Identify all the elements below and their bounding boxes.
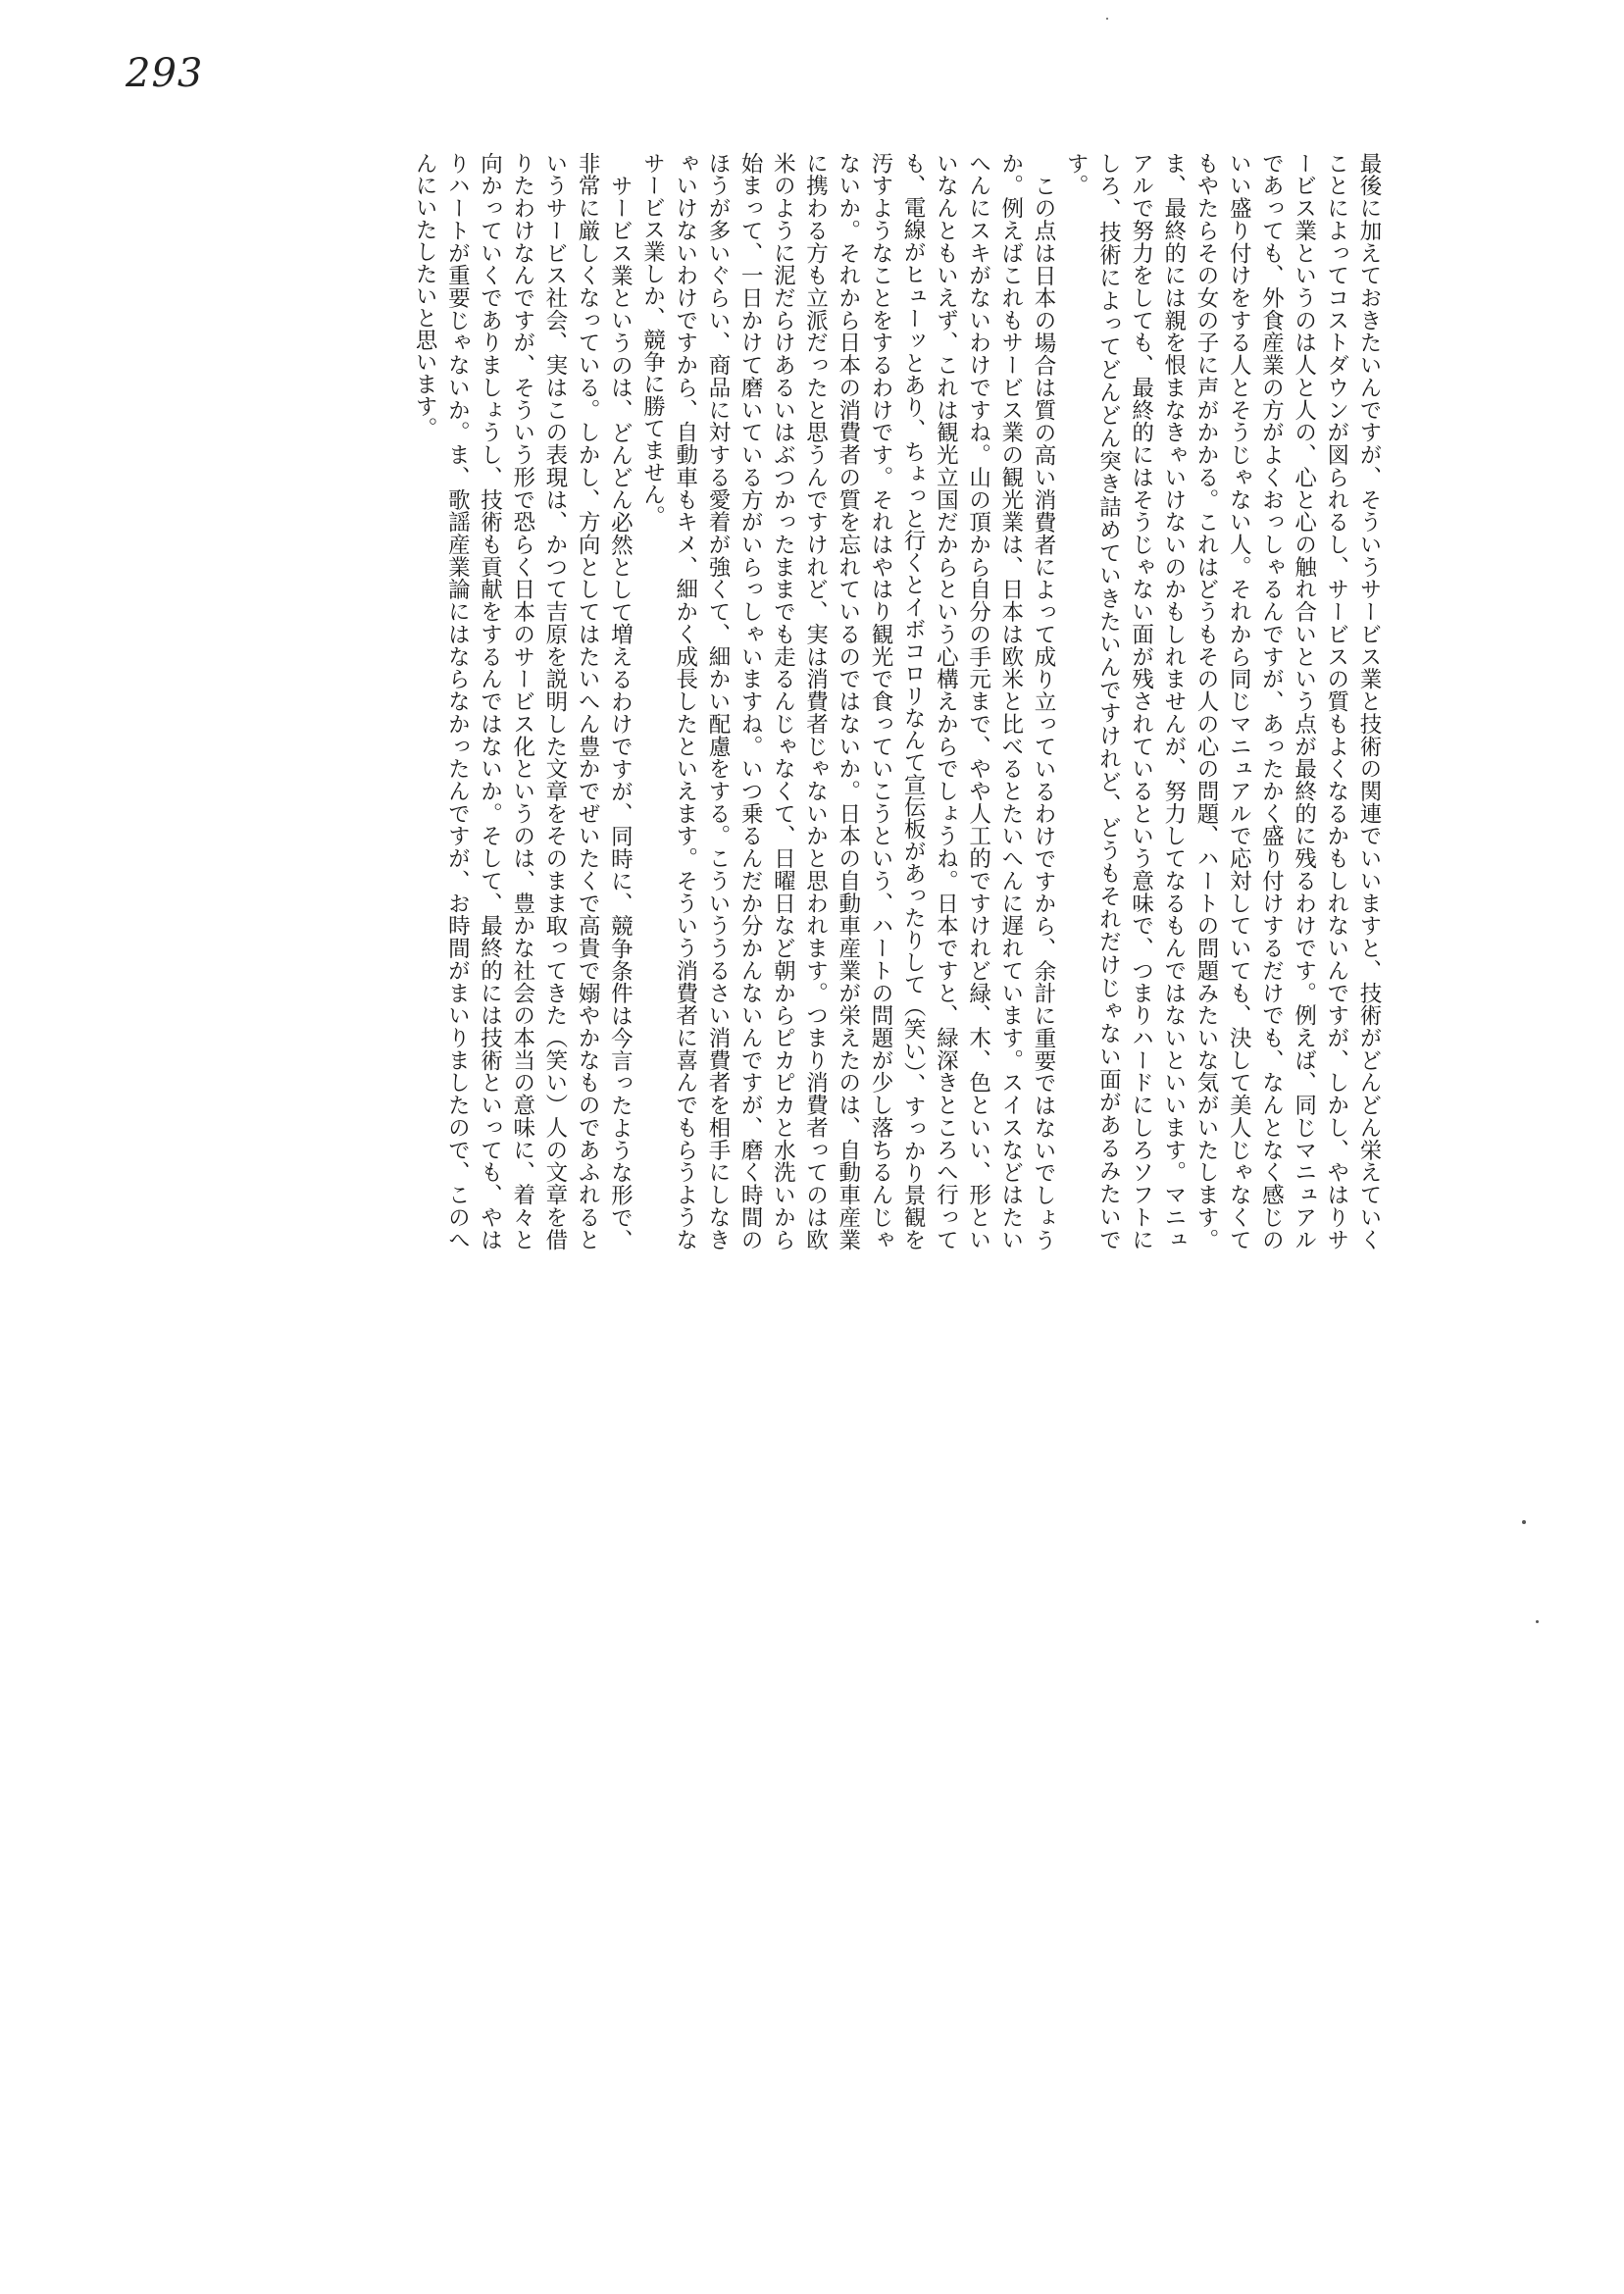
page-number: 293: [126, 51, 204, 96]
scan-speck: [1106, 18, 1108, 20]
vertical-text-body: [90, 152, 1385, 1250]
paragraph-3: サービス業というのは、どんどん必然として増えるわけですが、同時に、競争条件は今言ったような形で、非常に厳しくなっている。しかし、方向としてはたいへん豊かでぜいたくで高貴で嫋やかなものであふれるというサービス社会、実はこの表現は、かつて吉原を説明した文章をそのまま取ってきた（笑い）人の文章を借りたわけなんですが、そういう形で恐らく日本のサービス化というのは、豊かな社会の本当の意味に、着々と向かっていくでありましょうし、技術も貢献をするんではないか。そして、最終的には技術といっても、やはりハートが重要じゃないか。ま、歌謡産業論にはならなかったんですが、お時間がまいりましたので、このへんにいたしたいと思います。: [412, 152, 634, 1250]
scan-speck: [1522, 1520, 1526, 1524]
scan-speck: [1536, 1620, 1539, 1623]
paragraph-2: この点は日本の場合は質の高い消費者によって成り立っているわけですから、余計に重要ではないでしょうか。例えばこれもサービス業の観光業は、日本は欧米と比べるとたいへんに遅れています。スイスなどはたいへんにスキがないわけですね。山の頂から自分の手元まで、やや人工的ですけれど緑、木、色といい、形といいなんともいえず、これは観光立国だからという心構えからでしょうね。日本ですと、緑深きところへ行っても、電線がヒューッとあり、ちょっと行くとイボコロリなんて宣伝板があったりして（笑い）、すっかり景観を汚すようなことをするわけです。それはやはり観光で食っていこうという、ハートの問題が少し落ちるんじゃないか。それから日本の消費者の質を忘れているのではないか。日本の自動車産業が栄えたのは、自動車産業に携わる方も立派だったと思うんですけれど、実は消費者じゃないかと思われます。つまり消費者ってのは欧米のように泥だらけあるいはぶつかったままでも走るんじゃなくて、日曜日など朝からピカピカと水洗いから始まって、一日かけて磨いている方がいらっしゃいますね。いつ乗るんだか分かんないんですが、磨く時間のほうが多いぐらい、商品に対する愛着が強くて、細かい配慮をする。こういううるさい消費者を相手にしなきゃいけないわけですから、自動車もキメ、細かく成長したといえます。そういう消費者に喜んでもらうようなサービス業しか、競争に勝てません。: [639, 152, 1056, 1251]
paragraph-1: 最後に加えておきたいんですが、そういうサービス業と技術の関連でいいますと、技術がどんどん栄えていくことによってコストダウンが図られるし、サービスの質もよくなるかもしれないんですが、しかし、やはりサービス業というのは人と人の、心と心の触れ合いという点が最終的に残るわけです。例えば、同じマニュアルであっても、外食産業の方がよくおっしゃるんですが、あったかく盛り付けするだけでも、なんとなく感じのいい盛り付けをする人とそうじゃない人。それから同じマニュアルで応対していても、決して美人じゃなくてもやたらその女の子に声がかかる。これはどうもその人の心の問題、ハートの問題みたいな気がいたします。ま、最終的には親を恨まなきゃいけないのかもしれませんが、努力してなるもんではないといいます。マニュアルで努力をしても、最終的にはそうじゃない面が残されているという意味で、つまりハードにしろソフトにしろ、技術によってどんどん突き詰めていきたいんですけれど、どうもそれだけじゃない面があるみたいです。: [1063, 152, 1382, 1251]
